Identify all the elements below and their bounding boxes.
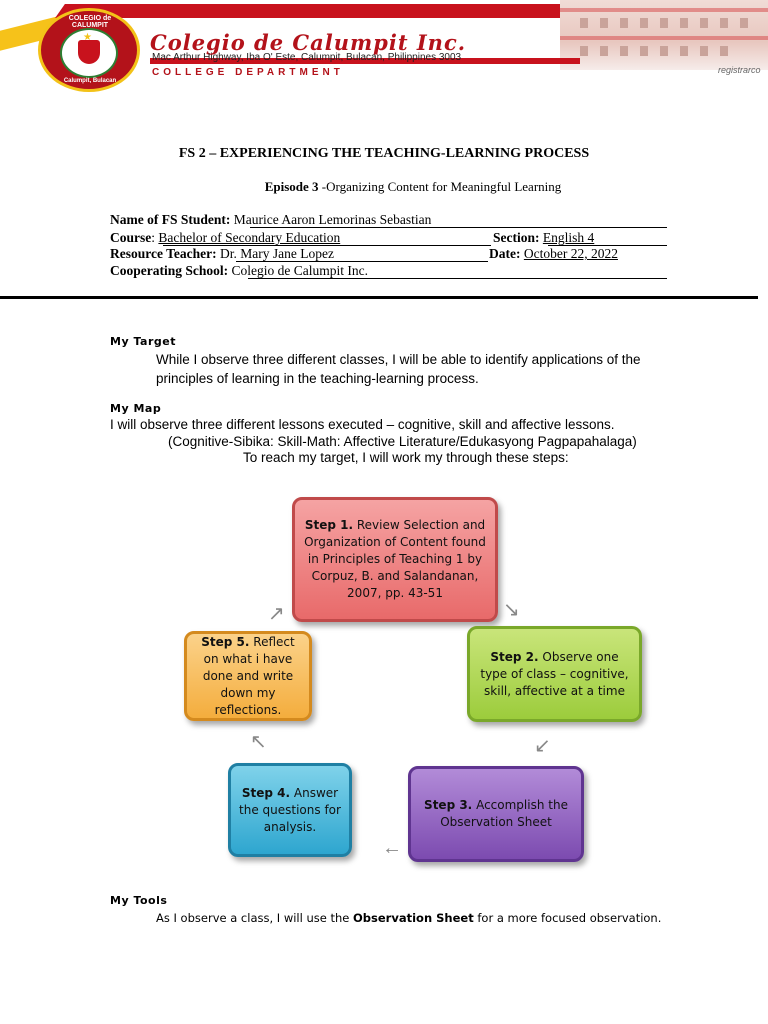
map-heading: My Map [110, 402, 162, 415]
step-2-box [467, 626, 642, 722]
teacher-label: Resource Teacher: [110, 246, 217, 261]
student-label: Name of FS Student: [110, 212, 231, 227]
arrow-step3-to-step4-icon: ← [382, 837, 402, 859]
school-seal-logo: ★ COLEGIO de CALUMPIT Calumpit, Bulacan [38, 14, 146, 84]
map-line-2: (Cognitive-Sibika: Skill-Math: Affective Literature/Edukasyong Pagpapahalaga) [168, 434, 637, 449]
course-row: Course: Bachelor of Secondary Education [110, 230, 341, 245]
course-label: Course [110, 230, 152, 245]
org-name: Colegio de Calumpit Inc. [150, 30, 467, 55]
date-value: October 22, 2022 [523, 246, 618, 261]
step-2-text: Observe one type of class – cognitive, skill, affective at a time [480, 649, 629, 698]
section-row [493, 230, 594, 246]
teacher-row [110, 246, 334, 262]
episode-text: -Organizing Content for Meaningful Learning [321, 179, 562, 194]
step-4-text: Answer the questions for analysis. [239, 785, 341, 834]
step-5-box [184, 631, 312, 721]
map-line-3: To reach my target, I will work my through these steps: [243, 450, 569, 465]
org-department: COLLEGE DEPARTMENT [152, 67, 344, 78]
tools-bold: Observation Sheet [353, 911, 474, 925]
teacher-underline [236, 261, 488, 262]
school-value: Colegio de Calumpit Inc. [231, 263, 368, 278]
student-value: Maurice Aaron Lemorinas Sebastian [233, 212, 432, 227]
date-label: Date: [489, 246, 521, 261]
step-4-label: Step 4. [241, 785, 291, 800]
letterhead [0, 0, 768, 95]
building-image [560, 0, 768, 70]
tools-prefix: As I observe a class, I will use the [156, 911, 354, 925]
step-5-text: Reflect on what i have done and write down my reflections. [202, 634, 295, 717]
teacher-value: Dr. Mary Jane Lopez [219, 246, 334, 261]
step-3-box [408, 766, 584, 862]
map-line-1: I will observe three different lessons executed – cognitive, skill and affective lessons. [110, 417, 615, 432]
school-underline [248, 278, 667, 279]
student-underline [250, 227, 667, 228]
date-row [489, 246, 618, 262]
school-label: Cooperating School: [110, 263, 229, 278]
step-5-label: Step 5. [201, 634, 250, 649]
target-line-1: While I observe three different classes, I will be able to identify applications of the [156, 352, 641, 367]
course-value: Bachelor of Secondary Education [158, 230, 341, 245]
student-row [110, 212, 431, 228]
step-1-box [292, 497, 498, 622]
target-line-2: principles of learning in the teaching-learning process. [156, 371, 479, 386]
target-heading: My Target [110, 335, 176, 348]
section-label: Section: [493, 230, 540, 245]
org-address: Mac Arthur Highway, Iba O' Este, Calumpit, Bulacan, Philippines 3003 [152, 52, 462, 63]
episode-subtitle [0, 179, 768, 195]
school-row [110, 263, 368, 279]
step-1-label: Step 1. [304, 518, 354, 532]
tools-heading: My Tools [110, 894, 168, 907]
step-4-box [228, 763, 352, 857]
arrow-step2-to-step3-icon: ↙ [534, 735, 551, 757]
step-3-text: Accomplish the Observation Sheet [440, 798, 568, 829]
step-2-label: Step 2. [490, 649, 539, 664]
arrow-step5-to-step1-icon: ↗ [268, 603, 285, 625]
section-divider [0, 296, 758, 299]
episode-label: Episode 3 [264, 179, 319, 194]
step-3-label: Step 3. [424, 798, 473, 812]
section-value: English 4 [542, 230, 595, 245]
arrow-step4-to-step5-icon: ↖ [250, 731, 267, 753]
tools-suffix: for a more focused observation. [473, 911, 662, 925]
tools-line [156, 909, 661, 928]
registrar-text: registrarco [718, 65, 761, 75]
document-title: FS 2 – EXPERIENCING THE TEACHING-LEARNING PROCESS [178, 146, 590, 161]
arrow-step1-to-step2-icon: ↘ [503, 599, 520, 621]
step-1-text: Review Selection and Organization of Content found in Principles of Teaching 1 by Corpuz, B. and Salandanan, 2007, pp. 43-51 [304, 518, 486, 600]
